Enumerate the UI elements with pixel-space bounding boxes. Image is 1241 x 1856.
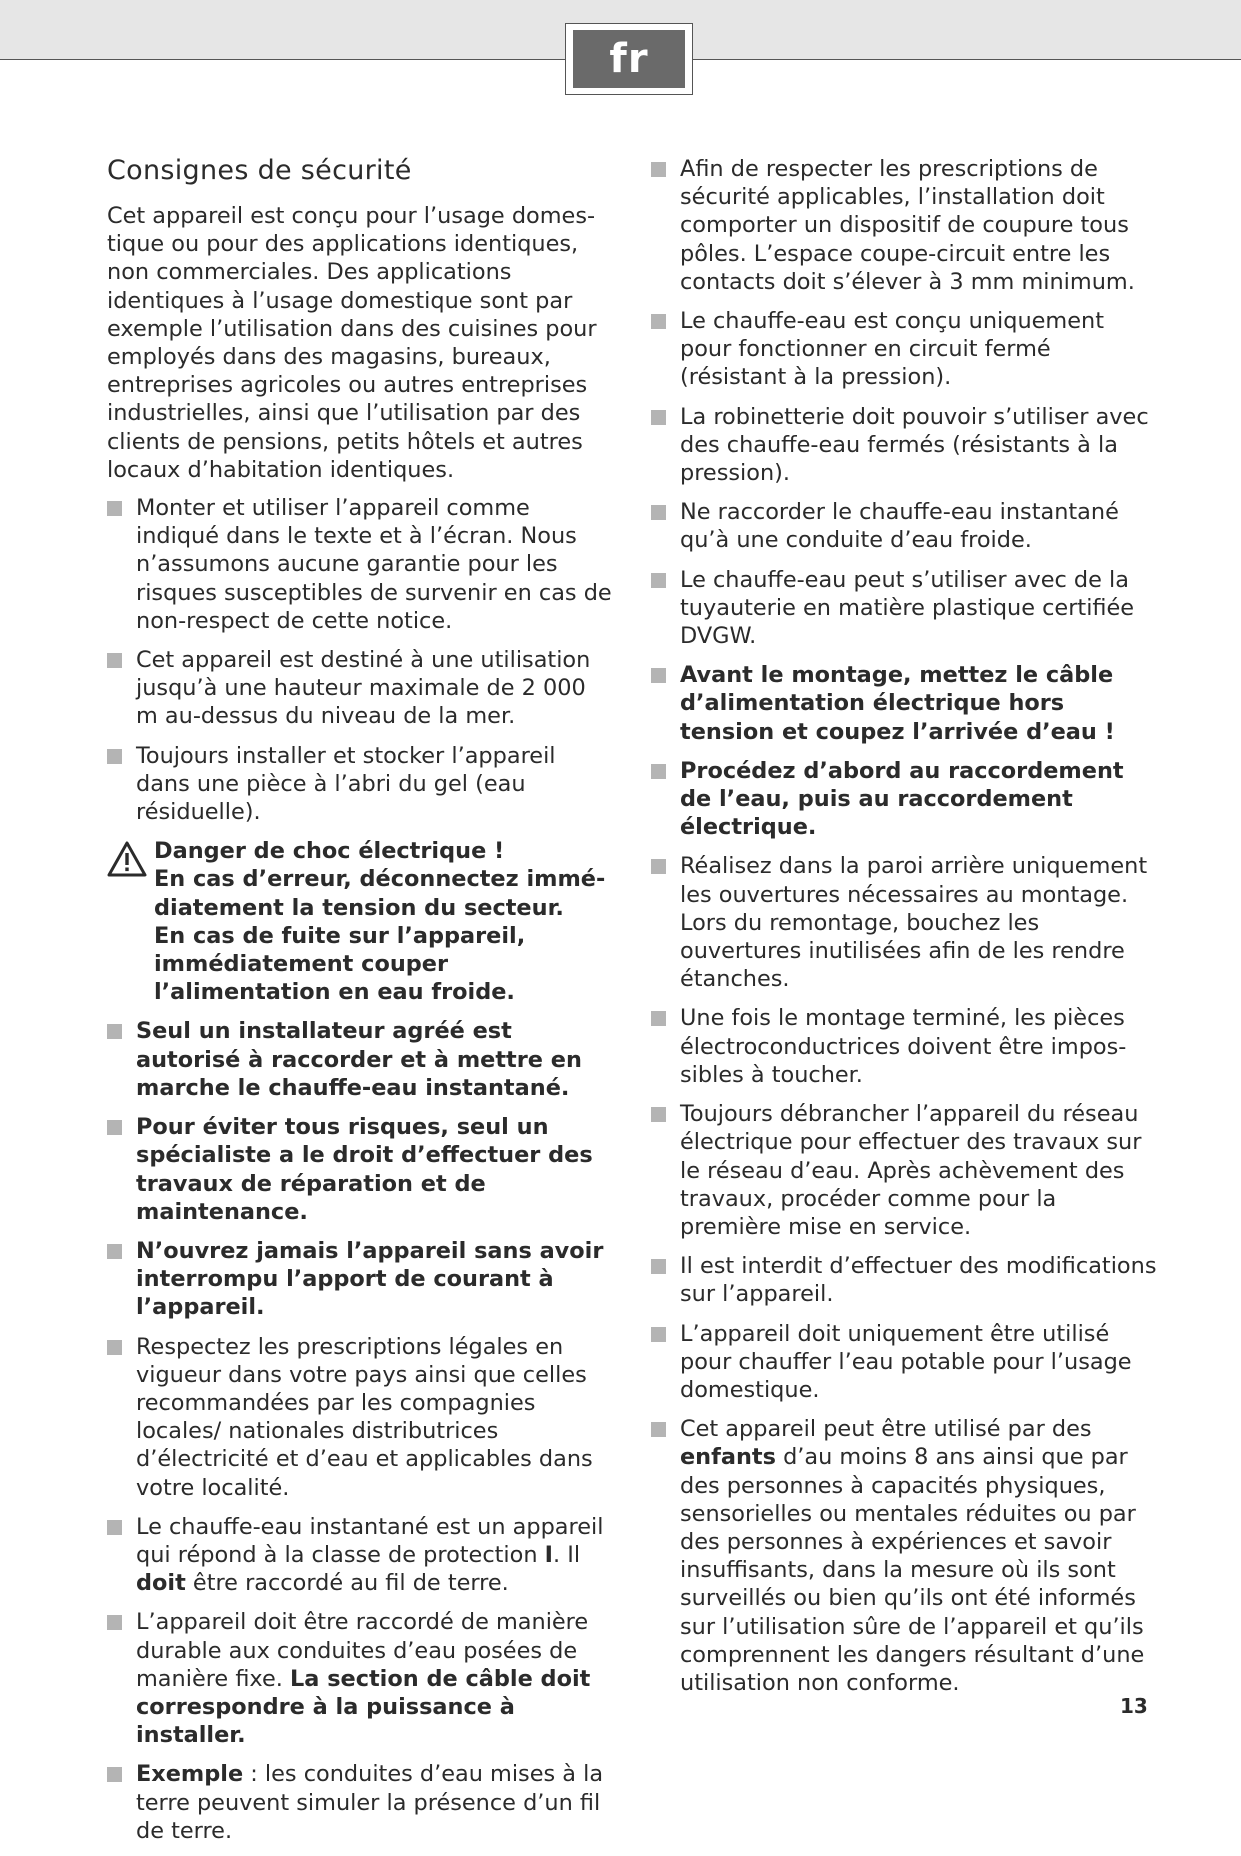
electric-shock-warning <box>107 837 612 1006</box>
list-item: L’appareil doit uniquement être utilisé pour chauffer l’eau potable pour l’usage domestique. <box>651 1320 1161 1405</box>
list-item: Il est interdit d’effectuer des modifications sur l’appareil. <box>651 1252 1161 1308</box>
bullet-square-icon <box>107 1120 122 1135</box>
bullet-square-icon <box>651 1327 666 1342</box>
bullet-square-icon <box>107 749 122 764</box>
list-item: N’ouvrez jamais l’appareil sans avoir interrompu l’apport de courant à l’appareil. <box>107 1237 612 1322</box>
warning-triangle-icon <box>107 841 147 877</box>
list-item: Le chauffe-eau est conçu uniquement pour fonctionner en circuit fermé (résistant à la pression). <box>651 307 1161 392</box>
section-title: Consignes de sécurité <box>107 155 412 186</box>
bullet-square-icon <box>651 668 666 683</box>
list-item: Le chauffe-eau instantané est un appareil qui répond à la classe de protection I. Il doit être raccordé au fil de terre. <box>107 1513 612 1598</box>
bullet-square-icon <box>107 1024 122 1039</box>
list-item: Pour éviter tous risques, seul un spécialiste a le droit d’effectuer des travaux de réparation et de maintenance. <box>107 1113 612 1226</box>
bullet-square-icon <box>107 501 122 516</box>
bullet-square-icon <box>107 1767 122 1782</box>
list-item: Cet appareil est destiné à une utilisation jusqu’à une hauteur maximale de 2 000 m au-dessus du niveau de la mer. <box>107 646 612 731</box>
list-item: Seul un installateur agréé est autorisé à raccorder et à mettre en marche le chauffe-eau instantané. <box>107 1017 612 1102</box>
bullet-square-icon <box>651 410 666 425</box>
bullet-square-icon <box>107 1520 122 1535</box>
list-item: Toujours débrancher l’appareil du réseau électrique pour effectuer des travaux sur le réseau d’eau. Après achèvement des travaux, procéder comme pour la première mise en service. <box>651 1100 1161 1241</box>
list-item: Respectez les prescriptions légales en vigueur dans votre pays ainsi que celles recommandées par les compagnies locales/ nationales distributrices d’électricité et d’eau et applicables dans votre localité. <box>107 1333 612 1502</box>
bullet-square-icon <box>107 1615 122 1630</box>
warning-text: En cas d’erreur, déconnectez immédiatement la tension du secteur. <box>154 866 606 921</box>
bullet-square-icon <box>651 764 666 779</box>
list-item: L’appareil doit être raccordé de manière durable aux conduites d’eau posées de manière fixe. La section de câble doit correspondre à la puissance à installer. <box>107 1608 612 1749</box>
list-item: Procédez d’abord au raccordement de l’eau, puis au raccordement électrique. <box>651 757 1161 842</box>
list-item: Ne raccorder le chauffe-eau instantané qu’à une conduite d’eau froide. <box>651 498 1161 554</box>
bullet-square-icon <box>651 505 666 520</box>
bullet-square-icon <box>107 1244 122 1259</box>
list-item: Une fois le montage terminé, les pièces électroconductrices doivent être impossibles à toucher. <box>651 1004 1161 1089</box>
intro-paragraph: Cet appareil est conçu pour l’usage domestique ou pour des applications identiques, non commerciales. Des applications identiques à l’usage domestique sont par exemple l’utilisation dans des cuisines pour employés dans des magasins, bureaux, entreprises agricoles ou autres entreprises industrielles, ainsi que l’utilisation par des clients de pensions, petits hôtels et autres locaux d’habitation identiques. <box>107 203 597 483</box>
page-number: 13 <box>1120 1694 1148 1718</box>
bullet-square-icon <box>107 1340 122 1355</box>
warning-text: En cas de fuite sur l’appareil, immédiatement couper l’alimentation en eau froide. <box>154 922 526 1006</box>
bullet-square-icon <box>651 1107 666 1122</box>
language-tab <box>565 23 693 95</box>
bullet-square-icon <box>651 1011 666 1026</box>
list-item: La robinetterie doit pouvoir s’utiliser avec des chauffe-eau fermés (résistants à la pression). <box>651 403 1161 488</box>
warning-heading: Danger de choc électrique ! <box>154 838 505 865</box>
bullet-square-icon <box>651 1259 666 1274</box>
list-item: Réalisez dans la paroi arrière uniquement les ouvertures nécessaires au montage. Lors du remontage, bouchez les ouvertures inutilisées afin de les rendre étanches. <box>651 852 1161 993</box>
bullet-square-icon <box>651 1422 666 1437</box>
bullet-square-icon <box>651 859 666 874</box>
right-column <box>651 155 1161 1708</box>
list-item: Exemple : les conduites d’eau mises à la terre peuvent simuler la présence d’un fil de terre. <box>107 1760 612 1845</box>
left-column <box>107 152 612 1856</box>
list-item: Toujours installer et stocker l’appareil dans une pièce à l’abri du gel (eau résiduelle). <box>107 742 612 827</box>
list-item: Avant le montage, mettez le câble d’alimentation électrique hors tension et coupez l’arrivée d’eau ! <box>651 661 1161 746</box>
bullet-square-icon <box>107 653 122 668</box>
list-item: Afin de respecter les prescriptions de sécurité applicables, l’installation doit comporter un dispositif de coupure tous pôles. L’espace coupe-circuit entre les contacts doit s’élever à 3 mm minimum. <box>651 155 1161 296</box>
list-item: Monter et utiliser l’appareil comme indiqué dans le texte et à l’écran. Nous n’assumons aucune garantie pour les risques susceptibles de survenir en cas de non-respect de cette notice. <box>107 494 612 635</box>
list-item: Le chauffe-eau peut s’utiliser avec de la tuyauterie en matière plastique certifiée DVGW. <box>651 566 1161 651</box>
bullet-square-icon <box>651 573 666 588</box>
list-item: Cet appareil peut être utilisé par des enfants d’au moins 8 ans ainsi que par des personnes à capacités physiques, sensorielles ou mentales réduites ou par des personnes à expériences et savoir insuffisants, dans la mesure où ils sont surveillés ou bien qu’ils ont été informés sur l’utilisation sûre de l’appareil et qu’ils comprennent les dangers résultant d’une utilisation non conforme. <box>651 1415 1161 1697</box>
bullet-square-icon <box>651 314 666 329</box>
language-code: fr <box>573 30 685 88</box>
bullet-square-icon <box>651 162 666 177</box>
